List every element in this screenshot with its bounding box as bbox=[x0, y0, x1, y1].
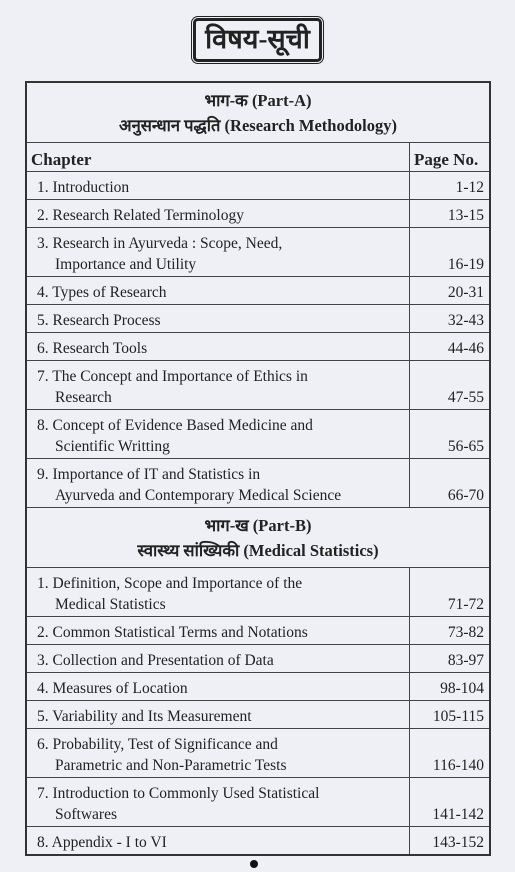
chapter-title bbox=[26, 410, 410, 459]
page-range: 32-43 bbox=[410, 305, 491, 333]
chapter-title-line: 1. Introduction bbox=[37, 179, 130, 196]
chapter-title bbox=[26, 673, 410, 701]
chapter-title-line: Research bbox=[55, 389, 112, 406]
chapter-title-line: Scientific Writting bbox=[55, 438, 170, 455]
chapter-title-line: Importance and Utility bbox=[55, 256, 197, 273]
chapter-title bbox=[26, 459, 410, 508]
page-range: 105-115 bbox=[410, 701, 491, 729]
table-row bbox=[26, 228, 490, 277]
chapter-title-line: 5. Research Process bbox=[37, 312, 161, 329]
chapter-title bbox=[26, 361, 410, 410]
table-row bbox=[26, 277, 490, 305]
contents-table bbox=[25, 81, 491, 856]
chapter-title bbox=[26, 701, 410, 729]
chapter-title-line: 3. Research in Ayurveda : Scope, Need, bbox=[37, 235, 283, 252]
part-a-header bbox=[26, 82, 490, 143]
chapter-title-line: 6. Probability, Test of Significance and bbox=[37, 736, 278, 753]
chapter-title-line: 2. Common Statistical Terms and Notations bbox=[37, 624, 308, 641]
page-dot bbox=[250, 860, 258, 868]
table-row bbox=[26, 200, 490, 228]
page-range: 83-97 bbox=[410, 645, 491, 673]
part-a-title: भाग-क (Part-A) bbox=[204, 91, 312, 110]
column-header-chapter: Chapter bbox=[26, 143, 410, 172]
table-row bbox=[26, 568, 490, 617]
title-wrapper bbox=[0, 18, 515, 62]
chapter-title-line: Softwares bbox=[55, 806, 117, 823]
page-range: 71-72 bbox=[410, 568, 491, 617]
chapter-title-line: 1. Definition, Scope and Importance of the bbox=[37, 575, 303, 592]
chapter-title bbox=[26, 200, 410, 228]
contents-table-body bbox=[26, 82, 490, 855]
table-row bbox=[26, 617, 490, 645]
page-range: 13-15 bbox=[410, 200, 491, 228]
chapter-title bbox=[26, 778, 410, 827]
part-b-header bbox=[26, 508, 490, 568]
chapter-title-line: 5. Variability and Its Measurement bbox=[37, 708, 252, 725]
page-title: विषय-सूची bbox=[193, 18, 322, 62]
page-range: 47-55 bbox=[410, 361, 491, 410]
chapter-title bbox=[26, 305, 410, 333]
page-range: 73-82 bbox=[410, 617, 491, 645]
table-row bbox=[26, 361, 490, 410]
page-range: 143-152 bbox=[410, 827, 491, 856]
table-row bbox=[26, 305, 490, 333]
page-range: 98-104 bbox=[410, 673, 491, 701]
part-a-heading bbox=[26, 82, 490, 143]
part-a-subtitle: अनुसन्धान पद्धति (Research Methodology) bbox=[118, 116, 397, 135]
part-b-subtitle: स्वास्थ्य सांख्यिकी (Medical Statistics) bbox=[137, 541, 379, 560]
table-row bbox=[26, 333, 490, 361]
table-row bbox=[26, 827, 490, 856]
chapter-title bbox=[26, 617, 410, 645]
table-row bbox=[26, 729, 490, 778]
chapter-title-line: 6. Research Tools bbox=[37, 340, 148, 357]
column-header-row bbox=[26, 143, 490, 172]
table-row bbox=[26, 778, 490, 827]
chapter-title bbox=[26, 228, 410, 277]
chapter-title-line: 8. Appendix - I to VI bbox=[37, 834, 167, 851]
page-range: 1-12 bbox=[410, 172, 491, 200]
chapter-title bbox=[26, 645, 410, 673]
table-row bbox=[26, 645, 490, 673]
chapter-title bbox=[26, 827, 410, 856]
table-row bbox=[26, 673, 490, 701]
page-range: 141-142 bbox=[410, 778, 491, 827]
column-header-page: Page No. bbox=[410, 143, 491, 172]
chapter-title bbox=[26, 729, 410, 778]
chapter-title-line: Ayurveda and Contemporary Medical Science bbox=[55, 487, 342, 504]
chapter-title-line: 3. Collection and Presentation of Data bbox=[37, 652, 274, 669]
chapter-title-line: 2. Research Related Terminology bbox=[37, 207, 244, 224]
chapter-title-line: 7. The Concept and Importance of Ethics in bbox=[37, 368, 308, 385]
chapter-title bbox=[26, 277, 410, 305]
chapter-title bbox=[26, 333, 410, 361]
chapter-title-line: Parametric and Non-Parametric Tests bbox=[55, 757, 287, 774]
table-row bbox=[26, 172, 490, 200]
page-range: 44-46 bbox=[410, 333, 491, 361]
chapter-title-line: 4. Measures of Location bbox=[37, 680, 188, 697]
page-range: 66-70 bbox=[410, 459, 491, 508]
chapter-title-line: 9. Importance of IT and Statistics in bbox=[37, 466, 261, 483]
page-range: 20-31 bbox=[410, 277, 491, 305]
table-row bbox=[26, 410, 490, 459]
chapter-title-line: 7. Introduction to Commonly Used Statistical bbox=[37, 785, 320, 802]
chapter-title-line: Medical Statistics bbox=[55, 596, 166, 613]
page-range: 116-140 bbox=[410, 729, 491, 778]
part-b-heading bbox=[26, 508, 490, 568]
part-b-title: भाग-ख (Part-B) bbox=[204, 516, 312, 535]
page-range: 56-65 bbox=[410, 410, 491, 459]
table-row bbox=[26, 459, 490, 508]
chapter-title-line: 8. Concept of Evidence Based Medicine and bbox=[37, 417, 313, 434]
page-range: 16-19 bbox=[410, 228, 491, 277]
table-row bbox=[26, 701, 490, 729]
chapter-title bbox=[26, 568, 410, 617]
chapter-title bbox=[26, 172, 410, 200]
chapter-title-line: 4. Types of Research bbox=[37, 284, 167, 301]
